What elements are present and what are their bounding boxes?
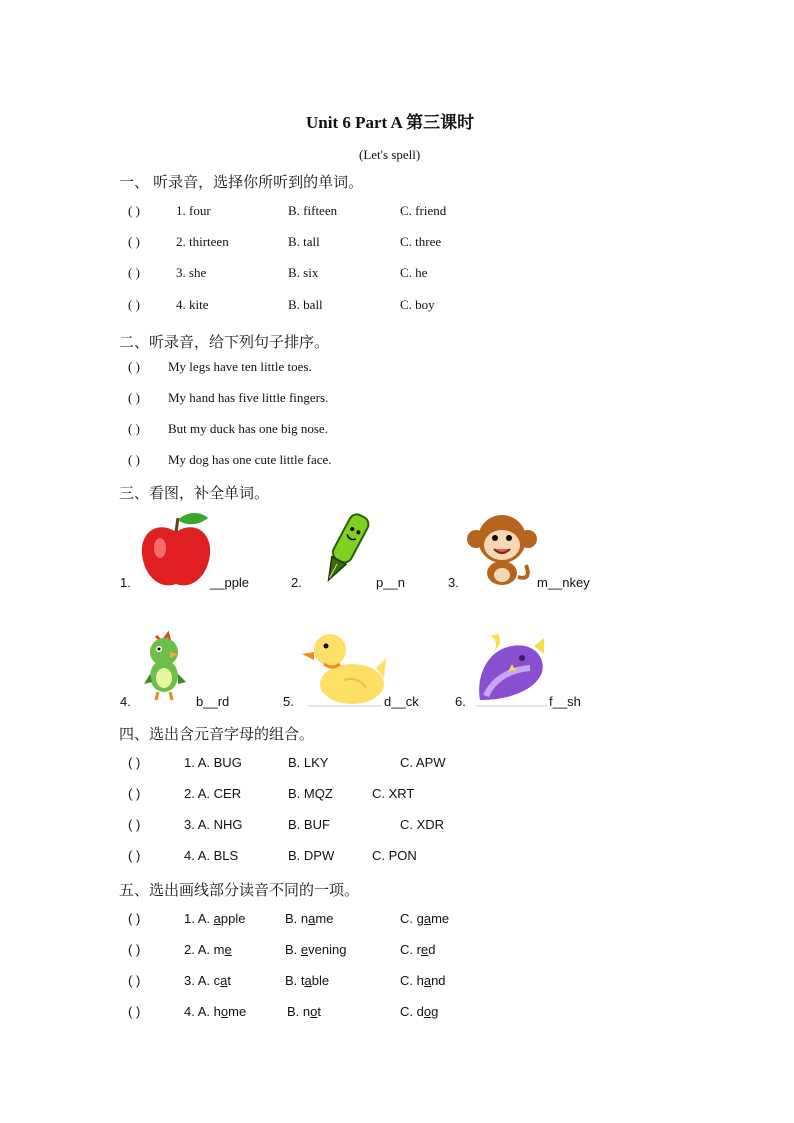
item-number: 2. xyxy=(291,575,302,590)
option-a: 1. four xyxy=(176,203,211,218)
item-number: 4. xyxy=(120,694,131,709)
option-a: 4. kite xyxy=(176,297,209,312)
answer-blank[interactable]: ( ) xyxy=(128,973,141,988)
answer-blank[interactable]: ( ) xyxy=(128,203,140,218)
underlined-letter: e xyxy=(420,942,429,957)
option-b: B. MQZ xyxy=(288,786,333,801)
underlined-letter: a xyxy=(308,911,316,926)
section-1-heading: 一、 听录音，选择你所听到的单词。 xyxy=(119,174,364,191)
option-c: C. dog xyxy=(400,1004,439,1019)
answer-blank[interactable]: ( ) xyxy=(128,755,141,770)
answer-blank[interactable]: ( ) xyxy=(128,911,141,926)
option-a: 1. A. apple xyxy=(184,911,246,926)
option-c: C. game xyxy=(400,911,450,926)
page-subtitle: (Let's spell) xyxy=(359,147,421,162)
answer-blank[interactable]: ( ) xyxy=(128,390,140,405)
sentence-text: My dog has one cute little face. xyxy=(168,452,332,467)
answer-blank[interactable]: ( ) xyxy=(128,942,141,957)
option-a: 4. A. BLS xyxy=(184,848,239,863)
bird-icon xyxy=(142,630,190,702)
underlined-letter: e xyxy=(300,942,309,957)
answer-blank[interactable]: ( ) xyxy=(128,786,141,801)
word-blank[interactable]: m__nkey xyxy=(537,575,590,590)
item-number: 3. xyxy=(448,575,459,590)
page-title: Unit 6 Part A 第三课时 xyxy=(306,113,475,132)
section-3-heading: 三、看图，补全单词。 xyxy=(119,485,270,502)
pen-icon xyxy=(318,508,372,590)
option-c: C. APW xyxy=(400,755,446,770)
section-5-heading: 五、选出画线部分读音不同的一项。 xyxy=(119,882,360,899)
option-b: B. fifteen xyxy=(288,203,338,218)
monkey-icon xyxy=(466,511,538,587)
option-b: B. six xyxy=(288,265,319,280)
option-b: B. BUF xyxy=(288,817,330,832)
word-blank[interactable]: p__n xyxy=(376,575,405,590)
option-c: C. friend xyxy=(400,203,447,218)
underlined-letter: a xyxy=(304,973,312,988)
answer-blank[interactable]: ( ) xyxy=(128,297,140,312)
option-c: C. he xyxy=(400,265,428,280)
answer-blank[interactable]: ( ) xyxy=(128,421,140,436)
answer-blank[interactable]: ( ) xyxy=(128,452,140,467)
duck-icon xyxy=(300,628,386,708)
sentence-text: My legs have ten little toes. xyxy=(168,359,312,374)
underlined-letter: o xyxy=(423,1004,432,1019)
option-b: B. DPW xyxy=(288,848,335,863)
option-c: C. PON xyxy=(372,848,417,863)
underlined-letter: o xyxy=(310,1004,318,1019)
option-b: B. ball xyxy=(288,297,323,312)
word-blank[interactable]: d__ck xyxy=(384,694,419,709)
underlined-letter: a xyxy=(220,973,228,988)
option-a: 4. A. home xyxy=(184,1004,247,1019)
answer-blank[interactable]: ( ) xyxy=(128,359,140,374)
apple-icon xyxy=(138,510,214,590)
option-b: B. name xyxy=(285,911,334,926)
option-c: C. boy xyxy=(400,297,435,312)
section-2-heading: 二、听录音，给下列句子排序。 xyxy=(119,334,330,351)
option-b: B. evening xyxy=(285,942,347,957)
answer-blank[interactable]: ( ) xyxy=(128,265,140,280)
option-a: 3. A. cat xyxy=(184,973,231,988)
option-b: B. tall xyxy=(288,234,320,249)
word-blank[interactable]: __pple xyxy=(210,575,250,590)
sentence-text: My hand has five little fingers. xyxy=(168,390,329,405)
underlined-letter: a xyxy=(213,911,221,926)
option-b: B. LKY xyxy=(288,755,329,770)
underlined-letter: e xyxy=(224,942,232,957)
answer-blank[interactable]: ( ) xyxy=(128,817,141,832)
underlined-letter: a xyxy=(423,911,432,926)
option-b: B. not xyxy=(287,1004,321,1019)
word-blank[interactable]: f__sh xyxy=(549,694,581,709)
item-number: 1. xyxy=(120,575,131,590)
item-number: 5. xyxy=(283,694,294,709)
sentence-text: But my duck has one big nose. xyxy=(168,421,328,436)
option-b: B. table xyxy=(285,973,330,988)
option-c: C. XRT xyxy=(372,786,415,801)
option-a: 2. A. CER xyxy=(184,786,242,801)
option-c: C. hand xyxy=(400,973,446,988)
option-c: C. XDR xyxy=(400,817,445,832)
answer-blank[interactable]: ( ) xyxy=(128,1004,141,1019)
answer-blank[interactable]: ( ) xyxy=(128,848,141,863)
option-c: C. three xyxy=(400,234,442,249)
item-number: 6. xyxy=(455,694,466,709)
option-a: 2. A. me xyxy=(184,942,232,957)
option-a: 3. A. NHG xyxy=(184,817,243,832)
option-a: 2. thirteen xyxy=(176,234,229,249)
option-a: 3. she xyxy=(176,265,207,280)
underlined-letter: o xyxy=(220,1004,229,1019)
section-4-heading: 四、选出含元音字母的组合。 xyxy=(119,726,315,743)
option-c: C. red xyxy=(400,942,436,957)
underlined-letter: a xyxy=(423,973,432,988)
word-blank[interactable]: b__rd xyxy=(196,694,230,709)
option-a: 1. A. BUG xyxy=(184,755,242,770)
answer-blank[interactable]: ( ) xyxy=(128,234,140,249)
fish-icon xyxy=(472,628,552,708)
